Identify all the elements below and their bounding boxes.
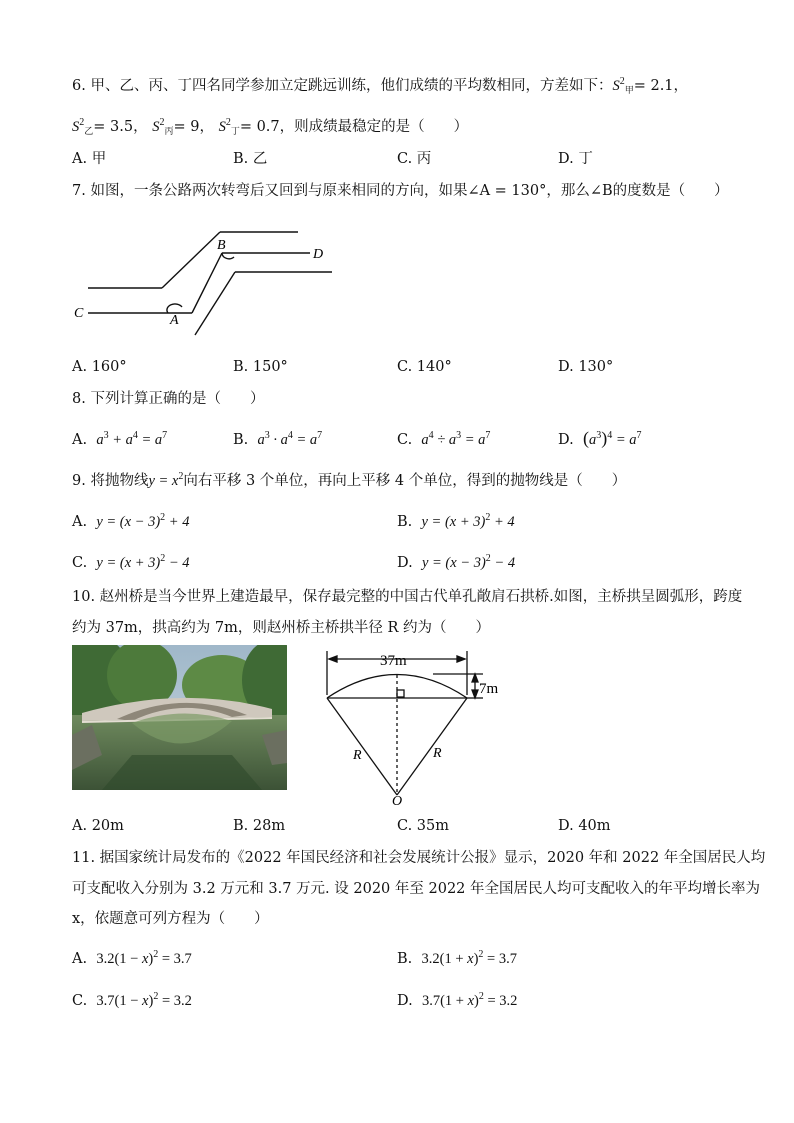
height-label: 7m — [479, 681, 499, 697]
q6-line2: $S^2_乙= 3.5$， $S^2_丙= 9$， $S^2_丁= 0.7$，则成绩最稳定的是（ ） — [72, 117, 469, 136]
label-a: A — [170, 313, 179, 328]
q10-option-a: A. 20m — [72, 818, 124, 834]
bridge-photo — [72, 645, 287, 790]
q6-line1: 6. 甲、乙、丙、丁四名同学参加立定跳远训练，他们成绩的平均数相同，方差如下：$S^2_甲= 2.1$， — [72, 76, 689, 95]
road-line-2b — [192, 253, 222, 313]
q7-option-d: D. 130° — [558, 359, 614, 375]
q6-option-d: D. 丁 — [558, 151, 593, 167]
label-c: C — [74, 306, 84, 321]
q10-line1: 10. 赵州桥是当今世界上建造最早，保存最完整的中国古代单孔敞肩石拱桥.如图，主桥拱呈圆弧形，跨度 — [72, 589, 743, 605]
q7-option-b: B. 150° — [233, 359, 288, 375]
q9-option-d: D. $y = (x - 3)^2 - 4$ — [397, 553, 516, 571]
q9-option-a: A. $y = (x - 3)^2 + 4$ — [72, 512, 190, 530]
q10-option-d: D. 40m — [558, 818, 611, 834]
q8-option-a: A. $a^3 + a^4 = a^7$ — [72, 430, 168, 448]
q9-option-c: C. $y = (x + 3)^2 - 4$ — [72, 553, 190, 571]
span-label: 37m — [380, 653, 407, 669]
span-arrow-right — [457, 656, 465, 662]
q10-line2: 约为 37m，拱高约为 7m，则赵州桥主桥拱半径 R 约为（ ） — [72, 620, 491, 636]
q11-option-d: D. $3.7(1 + x)^2 = 3.2$ — [397, 991, 518, 1009]
q11-line1: 11. 据国家统计局发布的《2022 年国民经济和社会发展统计公报》显示，2020 年和 2022 年全国居民人均 — [72, 850, 766, 866]
q8-option-d: D. $(a^3)^4 = a^7$ — [558, 428, 642, 448]
radius-label-left: R — [353, 748, 362, 763]
q11-option-a: A. $3.2(1 - x)^2 = 3.7$ — [72, 949, 192, 967]
q6-option-b: B. 乙 — [233, 151, 268, 167]
q9-option-b: B. $y = (x + 3)^2 + 4$ — [397, 512, 515, 530]
q10-arch-diagram — [325, 645, 515, 810]
q7-stem: 7. 如图，一条公路两次转弯后又回到与原来相同的方向，如果∠A = 130°，那么∠B的度数是（ ） — [72, 183, 729, 199]
angle-a-arc — [167, 304, 182, 313]
span-arrow-left — [329, 656, 337, 662]
q11-line3: x，依题意可列方程为（ ） — [72, 911, 269, 927]
q11-option-b: B. $3.2(1 + x)^2 = 3.7$ — [397, 949, 517, 967]
label-d: D — [313, 247, 324, 262]
road-line-3a — [195, 272, 235, 335]
q6-option-c: C. 丙 — [397, 151, 432, 167]
road-line-1b — [162, 232, 220, 288]
q11-line2: 可支配收入分别为 3.2 万元和 3.7 万元. 设 2020 年至 2022 年全国居民人均可支配收入的年平均增长率为 — [72, 881, 761, 897]
q8-option-b: B. $a^3 \cdot a^4 = a^7$ — [233, 430, 323, 448]
q11-option-c: C. $3.7(1 - x)^2 = 3.2$ — [72, 991, 192, 1009]
q7-option-c: C. 140° — [397, 359, 452, 375]
label-b: B — [217, 238, 226, 253]
radius-left — [327, 698, 397, 795]
q7-option-a: A. 160° — [72, 359, 127, 375]
q7-road-diagram — [70, 225, 340, 335]
angle-b-arc — [222, 253, 234, 259]
q6-option-a: A. 甲 — [72, 151, 107, 167]
right-angle-mark — [397, 690, 404, 697]
height-arrow-bottom — [472, 690, 478, 698]
q10-option-c: C. 35m — [397, 818, 449, 834]
q10-option-b: B. 28m — [233, 818, 286, 834]
height-arrow-top — [472, 674, 478, 682]
q9-stem: 9. 将抛物线$y = x^2$向右平移 3 个单位，再向上平移 4 个单位，得到的抛物线是（ ） — [72, 471, 627, 489]
q8-option-c: C. $a^4 \div a^3 = a^7$ — [397, 430, 491, 448]
radius-right — [397, 698, 467, 795]
radius-label-right: R — [433, 746, 442, 761]
center-label: O — [392, 794, 403, 809]
q6-stem: 6. 甲、乙、丙、丁四名同学参加立定跳远训练，他们成绩的平均数相同，方差如下： — [72, 78, 613, 94]
q8-stem: 8. 下列计算正确的是（ ） — [72, 391, 265, 407]
